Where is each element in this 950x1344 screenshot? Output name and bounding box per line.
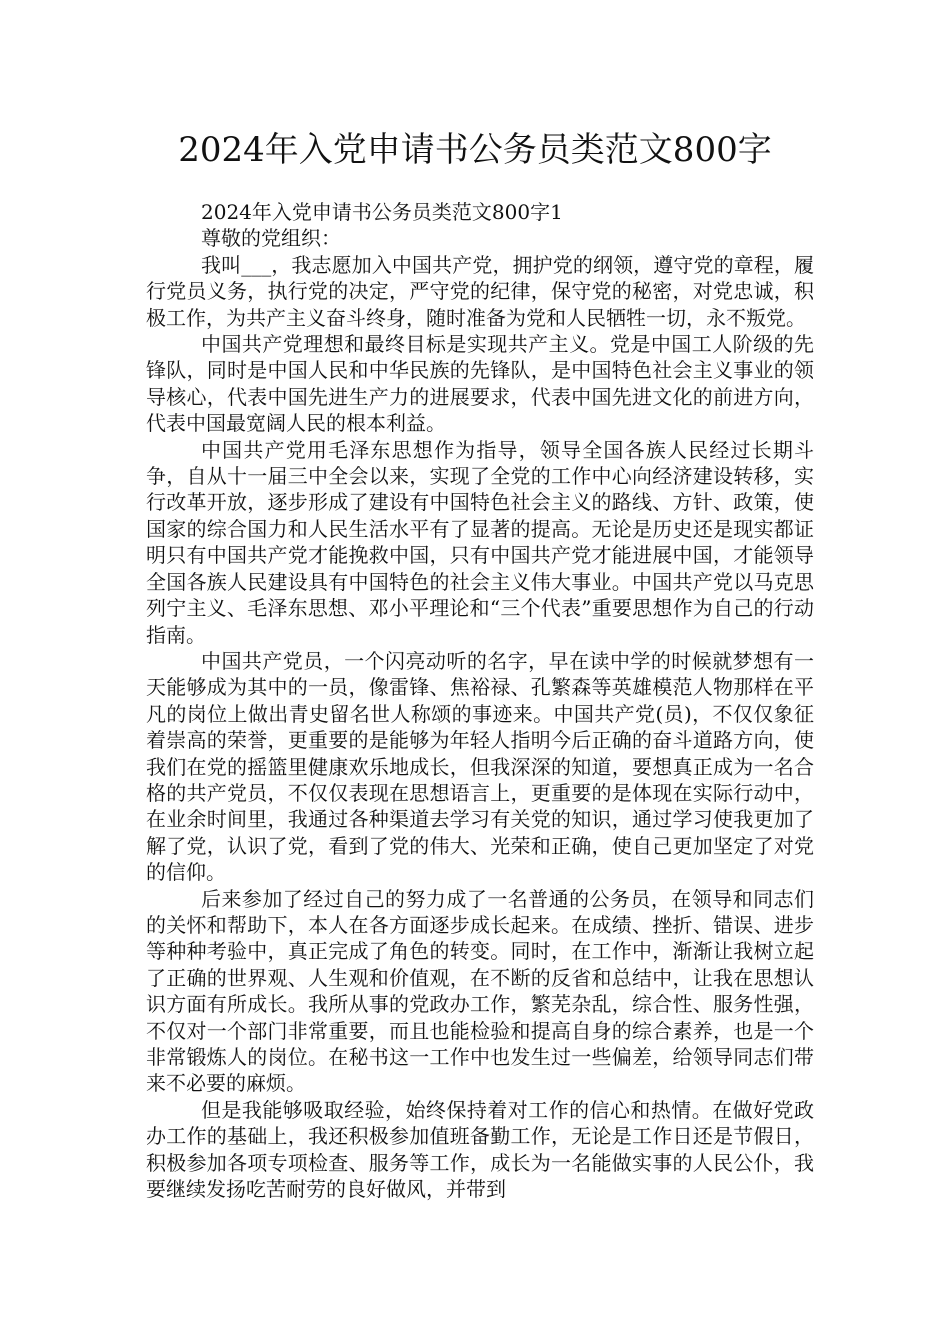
document-title: 2024年入党申请书公务员类范文800字 xyxy=(178,130,772,170)
section-heading: 2024年入党申请书公务员类范文800字1 xyxy=(201,200,563,224)
paragraph-personal-aspiration: 中国共产党员，一个闪亮动听的名字，早在读中学的时候就梦想有一天能够成为其中的一员，像雷锋、焦裕禄、孔繁森等英雄模范人物那样在平凡的岗位上做出青史留名世人称颂的事迹来。中国共产党(员)，不仅仅象征着崇高的荣誉，更重要的是能够为年轻人指明今后正确的奋斗道路方向，使我们在党的摇篮里健康欢乐地成长，但我深深的知道，要想真正成为一名合格的共产党员，不仅仅表现在思想语言上，更重要的是体现在实际行动中，在业余时间里，我通过各种渠道去学习有关党的知识，通过学习使我更加了解了党，认识了党，看到了党的伟大、光荣和正确，使自己更加坚定了对党的信仰。 xyxy=(146,648,814,885)
salutation: 尊敬的党组织： xyxy=(201,226,341,251)
document-body xyxy=(146,199,814,1202)
paragraph-commitment: 但是我能够吸取经验，始终保持着对工作的信心和热情。在做好党政办工作的基础上，我还积极参加值班备勤工作，无论是工作日还是节假日，积极参加各项专项检查、服务等工作，成长为一名能做实事的人民公仆，我要继续发扬吃苦耐劳的良好做风，并带到 xyxy=(146,1097,814,1202)
paragraph-work-experience: 后来参加了经过自己的努力成了一名普通的公务员，在领导和同志们的关怀和帮助下，本人在各方面逐步成长起来。在成绩、挫折、错误、进步等种种考验中，真正完成了角色的转变。同时，在工作中，渐渐让我树立起了正确的世界观、人生观和价值观，在不断的反省和总结中，让我在思想认识方面有所成长。我所从事的党政办工作，繁芜杂乱，综合性、服务性强，不仅对一个部门非常重要，而且也能检验和提高自身的综合素养，也是一个非常锻炼人的岗位。在秘书这一工作中也发生过一些偏差，给领导同志们带来不必要的麻烦。 xyxy=(146,886,814,1096)
paragraph-party-history: 中国共产党用毛泽东思想作为指导，领导全国各族人民经过长期斗争，自从十一届三中全会以来，实现了全党的工作中心向经济建设转移，实行改革开放，逐步形成了建设有中国特色社会主义的路线、方针、政策，使国家的综合国力和人民生活水平有了显著的提高。无论是历史还是现实都证明只有中国共产党才能挽救中国，只有中国共产党才能进展中国，才能领导全国各族人民建设具有中国特色的社会主义伟大事业。中国共产党以马克思列宁主义、毛泽东思想、邓小平理论和“三个代表”重要思想作为自己的行动指南。 xyxy=(146,437,814,647)
paragraph-pledge: 我叫___，我志愿加入中国共产党，拥护党的纲领，遵守党的章程，履行党员义务，执行党的决定，严守党的纪律，保守党的秘密，对党忠诚，积极工作，为共产主义奋斗终身，随时准备为党和人民牺牲一切，永不叛党。 xyxy=(146,252,814,330)
paragraph-party-ideal: 中国共产党理想和最终目标是实现共产主义。党是中国工人阶级的先锋队，同时是中国人民和中华民族的先锋队，是中国特色社会主义事业的领导核心，代表中国先进生产力的进展要求，代表中国先进文化的前进方向，代表中国最宽阔人民的根本利益。 xyxy=(146,332,814,436)
